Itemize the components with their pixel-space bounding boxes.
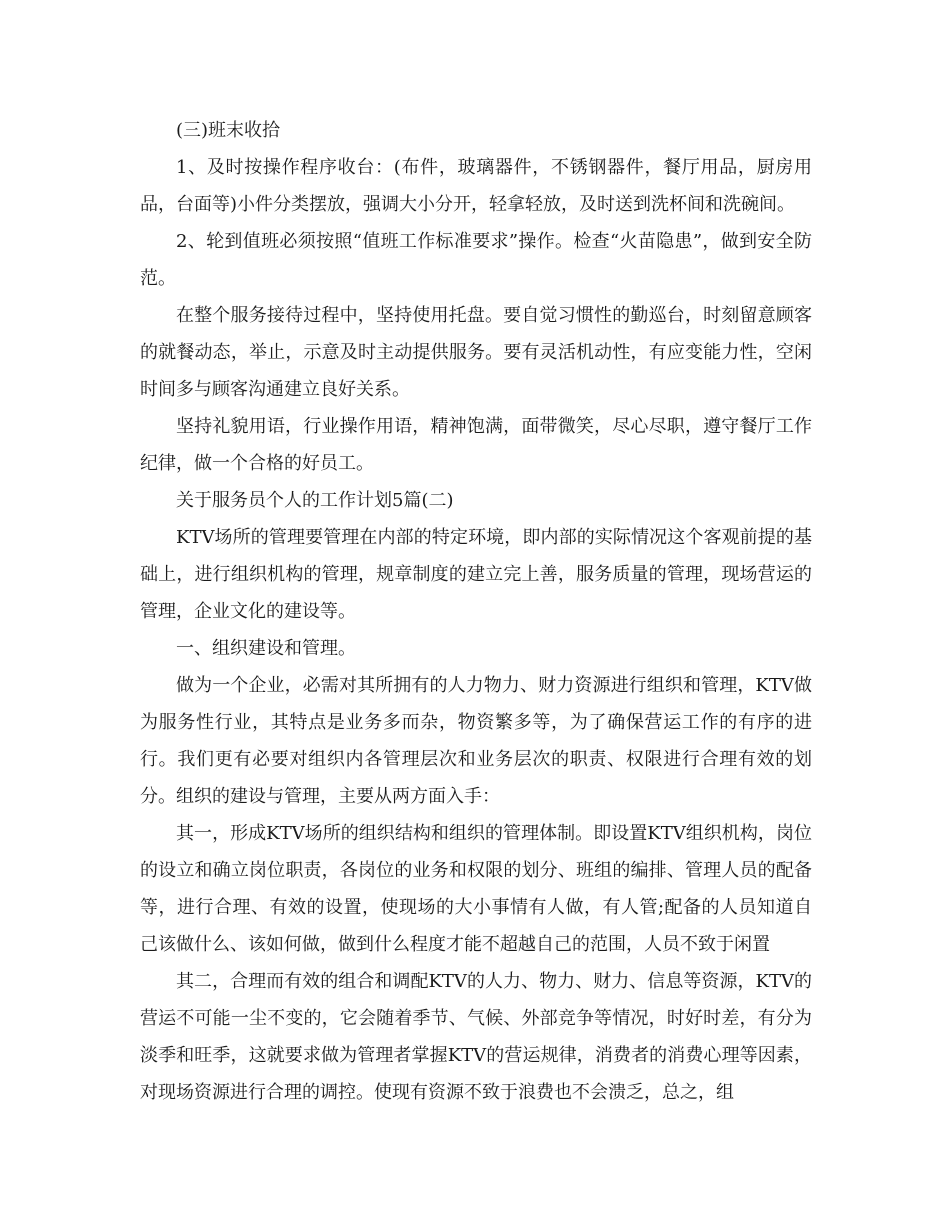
paragraph: 坚持礼貌用语，行业操作用语，精神饱满，面带微笑，尽心尽职，遵守餐厅工作纪律，做一个合格的好员工。: [140, 416, 812, 474]
paragraph: 1、及时按操作程序收台：(布件，玻璃器件，不锈钢器件，餐厅用品，厨房用品，台面等)小件分类摆放，强调大小分开，轻拿轻放，及时送到洗杯间和洗碗间。: [140, 157, 812, 215]
paragraph: 做为一个企业，必需对其所拥有的人力物力、财力资源进行组织和管理，KTV做为服务性行业，其特点是业务多而杂，物资繁多等，为了确保营运工作的有序的进行。我们更有必要对组织内各管理层次和业务层次的职责、权限进行合理有效的划分。组织的建设与管理，主要从两方面入手：: [140, 675, 812, 807]
paragraph: 在整个服务接待过程中，坚持使用托盘。要自觉习惯性的勤巡台，时刻留意顾客的就餐动态，举止，示意及时主动提供服务。要有灵活机动性，有应变能力性，空闲时间多与顾客沟通建立良好关系。: [140, 305, 812, 400]
paragraph: 其二，合理而有效的组合和调配KTV的人力、物力、财力、信息等资源，KTV的营运不可能一尘不变的，它会随着季节、气候、外部竞争等情况，时好时差，有分为淡季和旺季，这就要求做为管理者掌握KTV的营运规律，消费者的消费心理等因素，对现场资源进行合理的调控。使现有资源不致于浪费也不会溃乏，总之，组: [140, 971, 812, 1103]
paragraph: KTV场所的管理要管理在内部的特定环境，即内部的实际情况这个客观前提的基础上，进行组织机构的管理，规章制度的建立完上善，服务质量的管理，现场营运的管理，企业文化的建设等。: [140, 527, 812, 622]
paragraph: 其一，形成KTV场所的组织结构和组织的管理体制。即设置KTV组织机构，岗位的设立和确立岗位职责，各岗位的业务和权限的划分、班组的编排、管理人员的配备等，进行合理、有效的设置，使现场的大小事情有人做，有人管;配备的人员知道自己该做什么、该如何做，做到什么程度才能不超越自己的范围，人员不致于闲置: [140, 823, 812, 955]
section-heading: (三)班末收拾: [176, 120, 281, 141]
document-body: [140, 112, 812, 1111]
paragraph: 2、轮到值班必须按照“值班工作标准要求”操作。检查“火苗隐患”，做到安全防范。: [140, 231, 812, 289]
article-title: 关于服务员个人的工作计划5篇(二): [176, 490, 454, 511]
section-heading: 一、组织建设和管理。: [176, 638, 356, 659]
